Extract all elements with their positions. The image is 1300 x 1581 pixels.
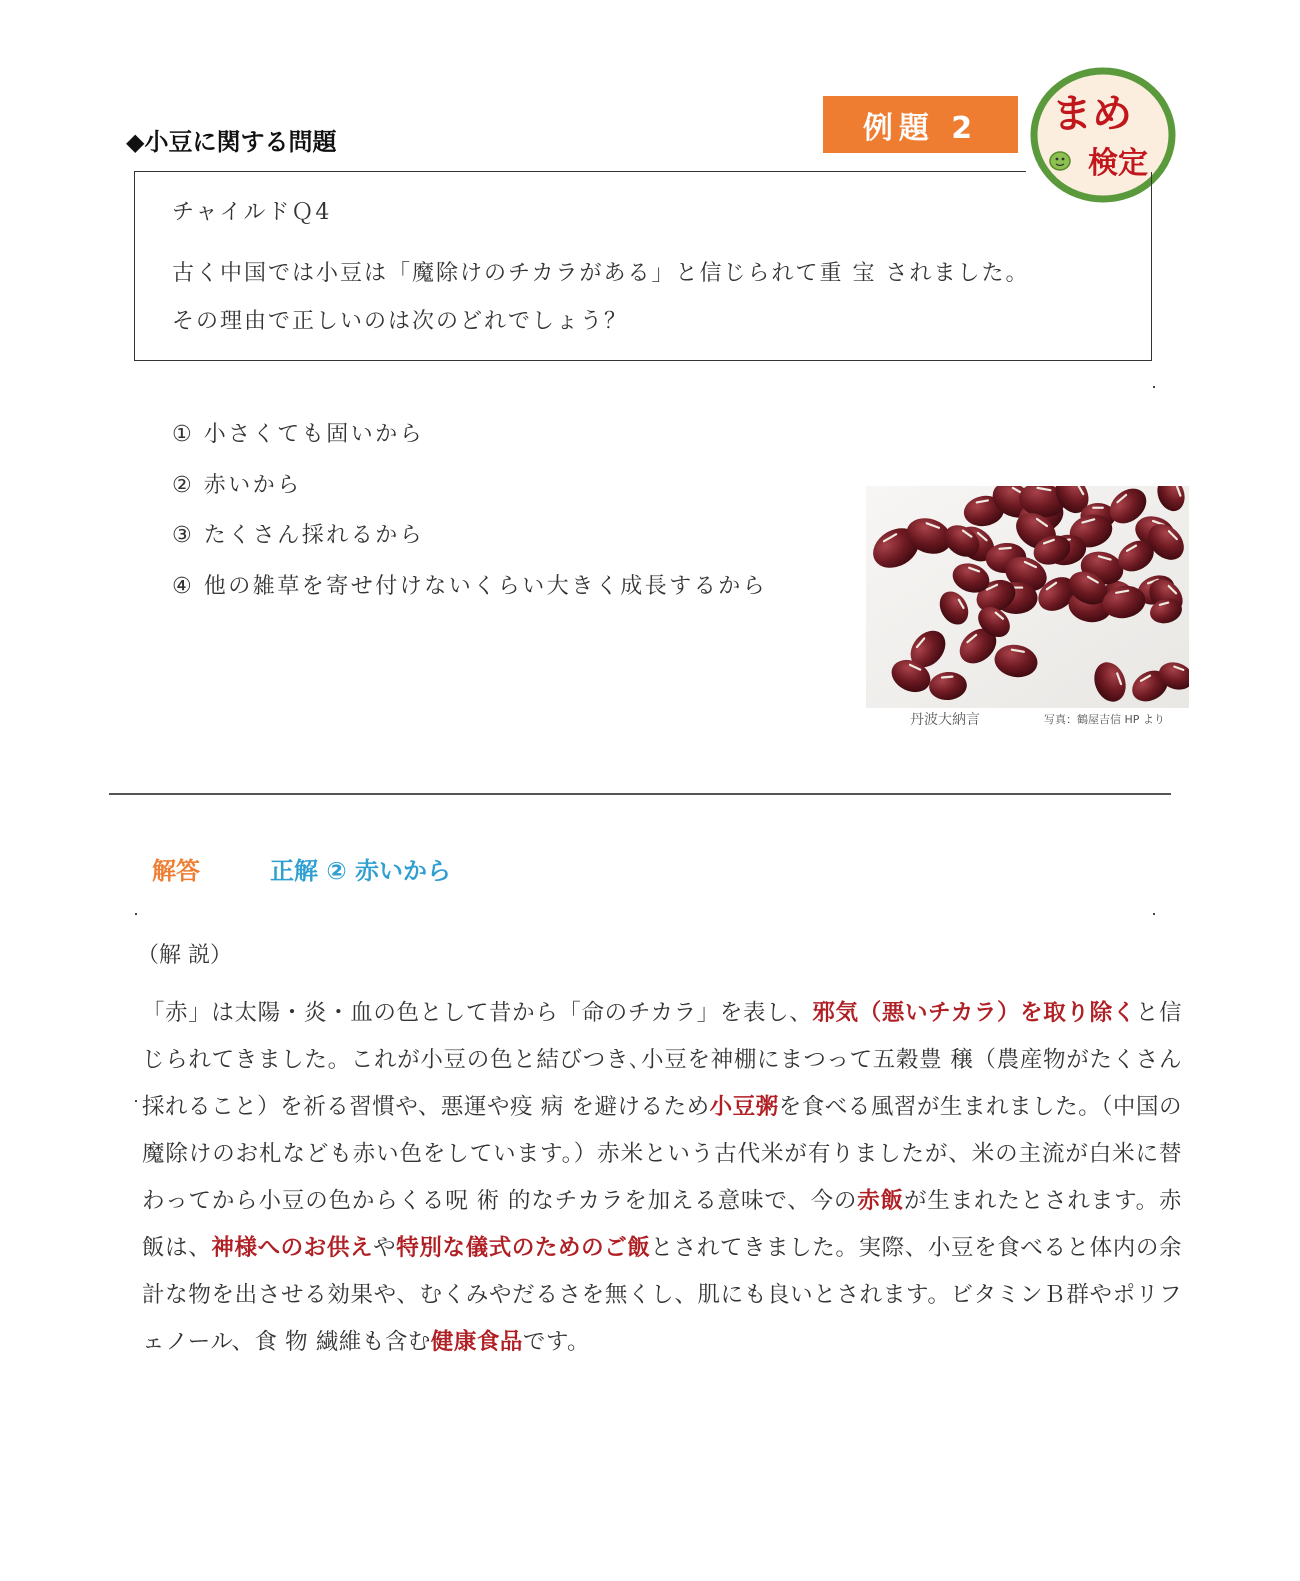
bean-mascot-icon bbox=[1050, 152, 1070, 170]
question-label: チャイルドＱ4 bbox=[172, 200, 332, 225]
question-text: 古く中国では小豆は「魔除けのチカラがある」と信じられて重 宝 されました。その理由で正しいのは次のどれでしょう？ bbox=[172, 261, 1030, 334]
explanation-segment: 「赤」は太陽・炎・血の色として昔から「命のチカラ」を表し、 bbox=[142, 1000, 813, 1026]
section-divider bbox=[109, 793, 1171, 795]
choice-1: ① 小さくても固いから bbox=[172, 422, 425, 447]
explanation-segment: が生まれたとされます。赤飯は、 bbox=[142, 1188, 1182, 1261]
explanation-segment: や bbox=[373, 1235, 397, 1261]
highlight-ceremony-rice: 特別な儀式のためのご飯 bbox=[396, 1235, 651, 1261]
margin-mark bbox=[135, 1100, 137, 1102]
logo-text-kentei: 検定 bbox=[1088, 146, 1148, 181]
bean-hilum bbox=[1092, 507, 1104, 509]
choice-3: ③ たくさん採れるから bbox=[172, 523, 425, 548]
example-badge: 例題 2 bbox=[823, 96, 1018, 153]
correct-answer: 正解 ② 赤いから bbox=[270, 857, 452, 885]
section-title: ◆小豆に関する問題 bbox=[126, 128, 337, 156]
highlight-health-food: 健康食品 bbox=[430, 1329, 523, 1355]
adzuki-beans-photo bbox=[866, 486, 1189, 708]
margin-mark bbox=[1153, 913, 1155, 915]
answer-label: 解答 bbox=[152, 857, 200, 885]
explanation-text bbox=[142, 990, 1182, 1366]
highlight-offering: 神様へのお供え bbox=[211, 1235, 374, 1261]
choice-list bbox=[172, 417, 767, 619]
margin-mark bbox=[135, 913, 137, 915]
highlight-jaki: 邪気（悪いチカラ）を取り除く bbox=[812, 1000, 1136, 1026]
logo-text-mame: まめ bbox=[1052, 91, 1132, 137]
explanation-heading: （解 説） bbox=[137, 943, 232, 968]
highlight-sekihan: 赤飯 bbox=[857, 1188, 904, 1214]
choice-2: ② 赤いから bbox=[172, 472, 302, 498]
margin-mark bbox=[1153, 386, 1155, 388]
explanation-segment: です。 bbox=[522, 1329, 591, 1355]
choice-4: ④ 他の雑草を寄せ付けないくらい大きく成長するから bbox=[172, 573, 768, 599]
explanation-segment: と信じられてきました。これが小豆の色と結びつき､小豆を神棚にまつって五穀豊 穣（農産物がたくさん採れること）を祈る習慣や、悪運や疫 病 を避けるため bbox=[142, 1000, 1182, 1120]
photo-credit: 写真：鶴屋吉信 HP より bbox=[1044, 713, 1165, 726]
photo-caption: 丹波大納言 bbox=[910, 712, 980, 728]
explanation-segment: とされてきました。実際、小豆を食べると体内の余計な物を出させる効果や、むくみやだるさを無くし、肌にも良いとされます。ビタミンＢ群やポリフェノール、食 物 繊維も含む bbox=[142, 1235, 1182, 1355]
highlight-azukigayu: 小豆粥 bbox=[709, 1094, 779, 1120]
explanation-segment: を食べる風習が生まれました。（中国の魔除けのお札なども赤い色をしています。）赤米という古代米が有りましたが、米の主流が白米に替わってから小豆の色からくる呪 術 的なチカラを加える意味で、今の bbox=[142, 1094, 1182, 1214]
